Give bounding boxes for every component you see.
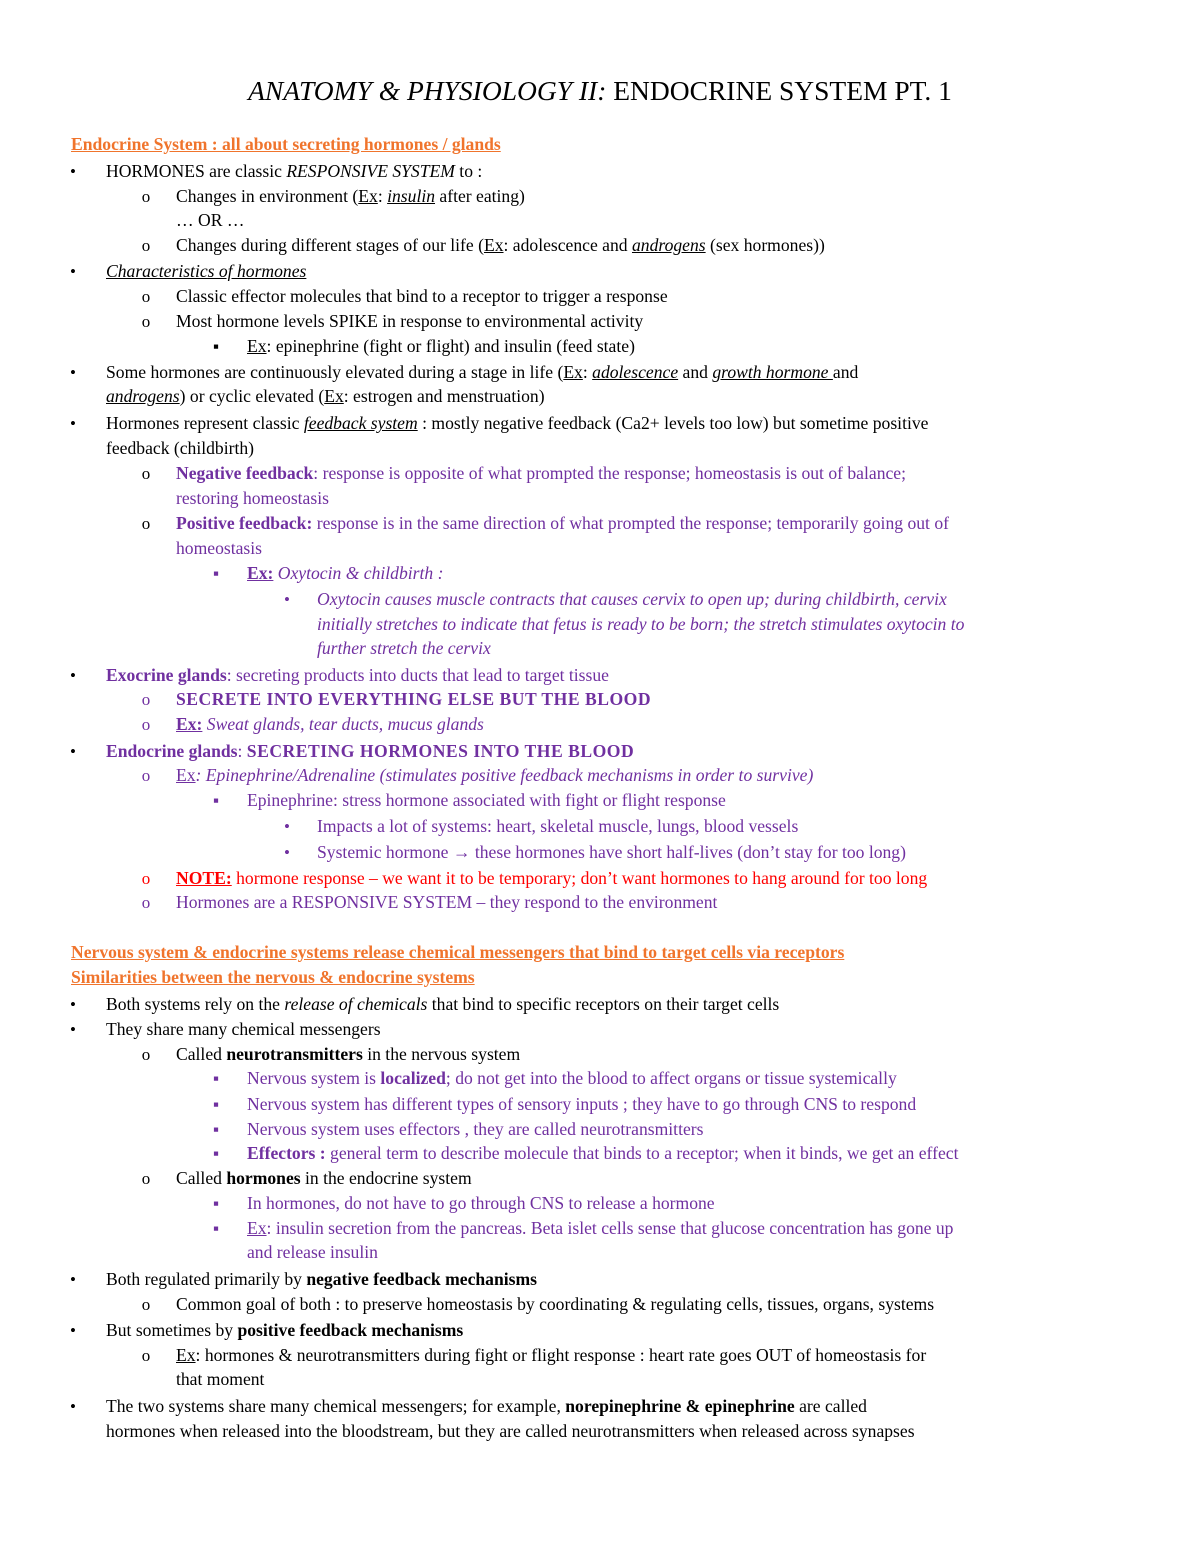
list-item: Impacts a lot of systems: heart, skeletal muscle, lungs, blood vessels [317, 816, 799, 836]
list-item: Ex: epinephrine (fight or flight) and insulin (feed state) [247, 336, 635, 356]
list-item: Called hormones in the endocrine system [176, 1168, 472, 1188]
square-marker: ▪ [212, 337, 220, 356]
page-title [0, 72, 1200, 110]
list-item: Some hormones are continuously elevated during a stage in life (Ex: adolescence and growth hormone and [106, 362, 859, 382]
list-item: Ex: Epinephrine/Adrenaline (stimulates positive feedback mechanisms in order to survive) [176, 765, 814, 785]
list-item: Endocrine glands: SECRETING HORMONES INTO THE BLOOD [106, 741, 635, 761]
list-item: Hormones are a RESPONSIVE SYSTEM – they respond to the environment [176, 892, 718, 912]
circle-marker: o [141, 1169, 151, 1188]
list-item: Classic effector molecules that bind to a receptor to trigger a response [176, 286, 668, 306]
list-item: Both systems rely on the release of chemicals that bind to specific receptors on their target cells [106, 994, 780, 1014]
list-item-continued: initially stretches to indicate that fetus is ready to be born; the stretch stimulates oxytocin to [317, 614, 965, 634]
bullet-marker: • [70, 1270, 76, 1289]
list-item: Changes in environment (Ex: insulin after eating) [176, 186, 525, 206]
list-item-continued: restoring homeostasis [176, 488, 329, 508]
circle-marker: o [141, 312, 151, 331]
square-marker: ▪ [212, 1069, 220, 1088]
bullet-marker: • [70, 162, 76, 181]
list-item: Ex: hormones & neurotransmitters during fight or flight response : heart rate goes OUT of homeostasis for [176, 1345, 927, 1365]
list-item: Most hormone levels SPIKE in response to environmental activity [176, 311, 644, 331]
list-item: In hormones, do not have to go through CNS to release a hormone [247, 1193, 715, 1213]
circle-marker: o [141, 893, 151, 912]
list-item: … OR … [176, 210, 245, 230]
list-item-continued: homeostasis [176, 538, 263, 558]
list-item: Oxytocin causes muscle contracts that causes cervix to open up; during childbirth, cervix [317, 589, 947, 609]
bullet-marker: • [284, 590, 290, 609]
list-item: NOTE: hormone response – we want it to be temporary; don’t want hormones to hang around for too long [176, 868, 928, 888]
arrow-right-icon: → [452, 842, 471, 862]
circle-marker: o [141, 715, 151, 734]
bullet-marker: • [70, 363, 76, 382]
list-item-continued: hormones when released into the bloodstream, but they are called neurotransmitters when released across synapses [106, 1421, 915, 1441]
bullet-marker: • [70, 995, 76, 1014]
bullet-marker: • [284, 843, 290, 862]
bullet-marker: • [70, 1321, 76, 1340]
circle-marker: o [141, 1295, 151, 1314]
circle-marker: o [141, 690, 151, 709]
list-item-continued: feedback (childbirth) [106, 438, 255, 458]
bullet-marker: • [70, 1020, 76, 1039]
section-heading-nervous-endocrine: Nervous system & endocrine systems release chemical messengers that bind to target cells via receptors [71, 942, 845, 962]
list-item: Nervous system uses effectors , they are called neurotransmitters [247, 1119, 704, 1139]
list-item: Characteristics of hormones [106, 261, 307, 281]
list-item: HORMONES are classic RESPONSIVE SYSTEM to : [106, 161, 483, 181]
list-item: Epinephrine: stress hormone associated with fight or flight response [247, 790, 726, 810]
list-item: Nervous system has different types of sensory inputs ; they have to go through CNS to respond [247, 1094, 917, 1114]
list-item: Both regulated primarily by negative feedback mechanisms [106, 1269, 537, 1289]
list-item: Effectors : general term to describe molecule that binds to a receptor; when it binds, we get an effect [247, 1143, 959, 1163]
list-item: Positive feedback: response is in the same direction of what prompted the response; temporarily going out of [176, 513, 949, 533]
list-item: They share many chemical messengers [106, 1019, 381, 1039]
bullet-marker: • [70, 742, 76, 761]
circle-marker: o [141, 287, 151, 306]
square-marker: ▪ [212, 1095, 220, 1114]
circle-marker: o [141, 514, 151, 533]
list-item: Ex: Oxytocin & childbirth : [247, 563, 444, 583]
list-item: Ex: Sweat glands, tear ducts, mucus glands [176, 714, 484, 734]
list-item: But sometimes by positive feedback mechanisms [106, 1320, 464, 1340]
list-item: Called neurotransmitters in the nervous system [176, 1044, 521, 1064]
square-marker: ▪ [212, 791, 220, 810]
list-item-continued: that moment [176, 1369, 265, 1389]
circle-marker: o [141, 236, 151, 255]
section-heading-endocrine: Endocrine System : all about secreting hormones / glands [71, 134, 501, 154]
square-marker: ▪ [212, 564, 220, 583]
circle-marker: o [141, 1346, 151, 1365]
section-heading-similarities: Similarities between the nervous & endocrine systems [71, 967, 475, 987]
list-item: The two systems share many chemical messengers; for example, norepinephrine & epinephrine are called [106, 1396, 867, 1416]
bullet-marker: • [70, 262, 76, 281]
circle-marker: o [141, 187, 151, 206]
bullet-marker: • [70, 1397, 76, 1416]
bullet-marker: • [70, 414, 76, 433]
title-italic: ANATOMY & PHYSIOLOGY II: [248, 75, 607, 106]
bullet-marker: • [284, 817, 290, 836]
list-item: Exocrine glands: secreting products into ducts that lead to target tissue [106, 665, 609, 685]
list-item: Negative feedback: response is opposite of what prompted the response; homeostasis is out of balance; [176, 463, 906, 483]
list-item: Common goal of both : to preserve homeostasis by coordinating & regulating cells, tissues, organs, systems [176, 1294, 935, 1314]
list-item: Ex: insulin secretion from the pancreas. Beta islet cells sense that glucose concentration has gone up [247, 1218, 954, 1238]
square-marker: ▪ [212, 1194, 220, 1213]
list-item-continued: and release insulin [247, 1242, 378, 1262]
circle-marker: o [141, 766, 151, 785]
square-marker: ▪ [212, 1219, 220, 1238]
list-item: Hormones represent classic feedback system : mostly negative feedback (Ca2+ levels too low) but sometime positive [106, 413, 929, 433]
square-marker: ▪ [212, 1144, 220, 1163]
bullet-marker: • [70, 666, 76, 685]
list-item: Systemic hormone → these hormones have short half-lives (don’t stay for too long) [317, 842, 906, 862]
list-item: SECRETE INTO EVERYTHING ELSE BUT THE BLOOD [176, 689, 652, 709]
circle-marker: o [141, 464, 151, 483]
list-item-continued: further stretch the cervix [317, 638, 491, 658]
title-rest: ENDOCRINE SYSTEM PT. 1 [613, 75, 952, 106]
list-item: Changes during different stages of our life (Ex: adolescence and androgens (sex hormones)) [176, 235, 825, 255]
circle-marker: o [141, 1045, 151, 1064]
list-item: Nervous system is localized; do not get into the blood to affect organs or tissue systemically [247, 1068, 897, 1088]
circle-marker: o [141, 869, 151, 888]
list-item-continued: androgens) or cyclic elevated (Ex: estrogen and menstruation) [106, 386, 545, 406]
square-marker: ▪ [212, 1120, 220, 1139]
